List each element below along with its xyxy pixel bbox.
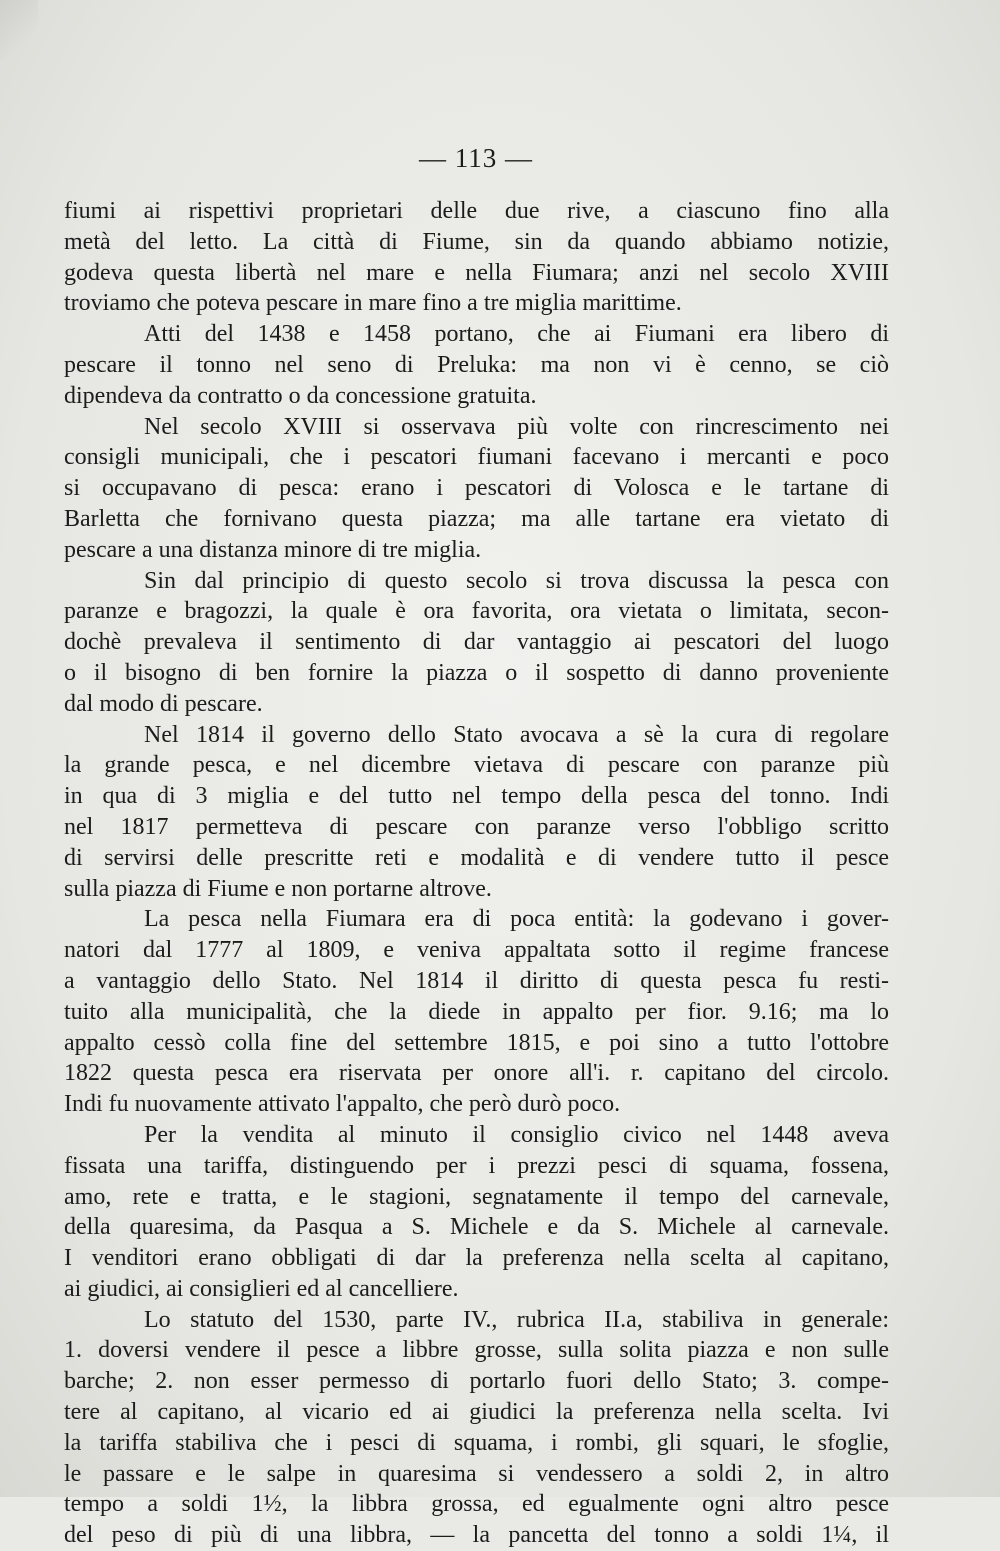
- text-line: fiumi ai rispettivi proprietari delle due rive, a ciascuno fino alla: [64, 198, 889, 224]
- text-line: le passare e le salpe in quaresima si vendessero a soldi 2, in altro: [64, 1460, 889, 1487]
- text-line: Nel 1814 il governo dello Stato avocava a sè la cura di regolare: [144, 721, 889, 748]
- text-line: dal modo di pescare.: [64, 690, 263, 717]
- text-line: a vantaggio dello Stato. Nel 1814 il diritto di questa pesca fu resti-: [64, 967, 889, 994]
- text-line: Atti del 1438 e 1458 portano, che ai Fiumani era libero di: [144, 321, 889, 348]
- text-line: La pesca nella Fiumara era di poca entità: la godevano i gover-: [144, 906, 889, 933]
- text-line: Sin dal principio di questo secolo si trova discussa la pesca con: [144, 567, 889, 594]
- text-line: amo, rete e tratta, e le stagioni, segnatamente il tempo del carnevale,: [64, 1183, 889, 1210]
- text-line: 1822 questa pesca era riservata per onore all'i. r. capitano del circolo.: [64, 1060, 889, 1087]
- text-line: paranze e bragozzi, la quale è ora favorita, ora vietata o limitata, secon-: [64, 598, 889, 625]
- text-line: godeva questa libertà nel mare e nella Fiumara; anzi nel secolo XVIII: [64, 259, 889, 286]
- text-line: si occupavano di pesca: erano i pescatori di Volosca e le tartane di: [64, 475, 889, 502]
- text-line: tere al capitano, al vicario ed ai giudici la preferenza nella scelta. Ivi: [64, 1399, 889, 1426]
- text-line: barche; 2. non esser permesso di portarlo fuori dello Stato; 3. compe-: [64, 1368, 889, 1395]
- text-line: tempo a soldi 1½, la libbra grossa, ed egualmente ogni altro pesce: [64, 1491, 889, 1518]
- text-line: della quaresima, da Pasqua a S. Michele e da S. Michele al carnevale.: [64, 1214, 889, 1241]
- text-line: sulla piazza di Fiume e non portarne altrove.: [64, 875, 492, 902]
- text-line: ai giudici, ai consiglieri ed al cancelliere.: [64, 1275, 459, 1302]
- text-line: del peso di più di una libbra, — la pancetta del tonno a soldi 1¼, il: [64, 1522, 889, 1549]
- text-line: dipendeva da contratto o da concessione gratuita.: [64, 382, 537, 409]
- text-line: Indi fu nuovamente attivato l'appalto, che però durò poco.: [64, 1091, 621, 1118]
- text-line: pescare a una distanza minore di tre miglia.: [64, 536, 482, 563]
- text-line: Lo statuto del 1530, parte IV., rubrica II.a, stabiliva in generale:: [144, 1306, 889, 1333]
- text-line: natori dal 1777 al 1809, e veniva appaltata sotto il regime francese: [64, 937, 889, 964]
- text-line: troviamo che poteva pescare in mare fino a tre miglia marittime.: [64, 290, 682, 317]
- text-line: tuito alla municipalità, che la diede in appalto per fior. 9.16; ma lo: [64, 998, 889, 1025]
- text-line: la tariffa stabiliva che i pesci di squama, i rombi, gli squari, le sfoglie,: [64, 1429, 889, 1456]
- text-line: consigli municipali, che i pescatori fiumani facevano i mercanti e poco: [64, 444, 889, 471]
- text-line: pescare il tonno nel seno di Preluka: ma non vi è cenno, se ciò: [64, 351, 889, 378]
- text-line: Per la vendita al minuto il consiglio civico nel 1448 aveva: [144, 1121, 889, 1148]
- text-line: in qua di 3 miglia e del tutto nel tempo della pesca del tonno. Indi: [64, 783, 889, 810]
- body-text: [64, 196, 889, 1551]
- text-line: dochè prevaleva il sentimento di dar vantaggio ai pescatori del luogo: [64, 629, 889, 656]
- page-number: — 113 —: [419, 143, 533, 173]
- text-line: appalto cessò colla fine del settembre 1815, e poi sino a tutto l'ottobre: [64, 1029, 889, 1056]
- text-line: Nel secolo XVIII si osservava più volte con rincrescimento nei: [144, 413, 889, 440]
- text-line: Barletta che fornivano questa piazza; ma alle tartane era vietato di: [64, 505, 889, 532]
- text-line: di servirsi delle prescritte reti e modalità e di vendere tutto il pesce: [64, 844, 889, 871]
- text-line: nel 1817 permetteva di pescare con paranze verso l'obbligo scritto: [64, 813, 889, 840]
- text-line: o il bisogno di ben fornire la piazza o il sospetto di danno proveniente: [64, 659, 889, 686]
- page-corner-shadow: [0, 0, 38, 60]
- text-line: fissata una tariffa, distinguendo per i prezzi pesci di squama, fossena,: [64, 1152, 889, 1179]
- text-line: metà del letto. La città di Fiume, sin da quando abbiamo notizie,: [64, 228, 889, 255]
- text-line: la grande pesca, e nel dicembre vietava di pescare con paranze più: [64, 752, 889, 779]
- text-line: 1. doversi vendere il pesce a libbre grosse, sulla solita piazza e non sulle: [64, 1337, 889, 1364]
- text-line: I venditori erano obbligati di dar la preferenza nella scelta al capitano,: [64, 1245, 889, 1272]
